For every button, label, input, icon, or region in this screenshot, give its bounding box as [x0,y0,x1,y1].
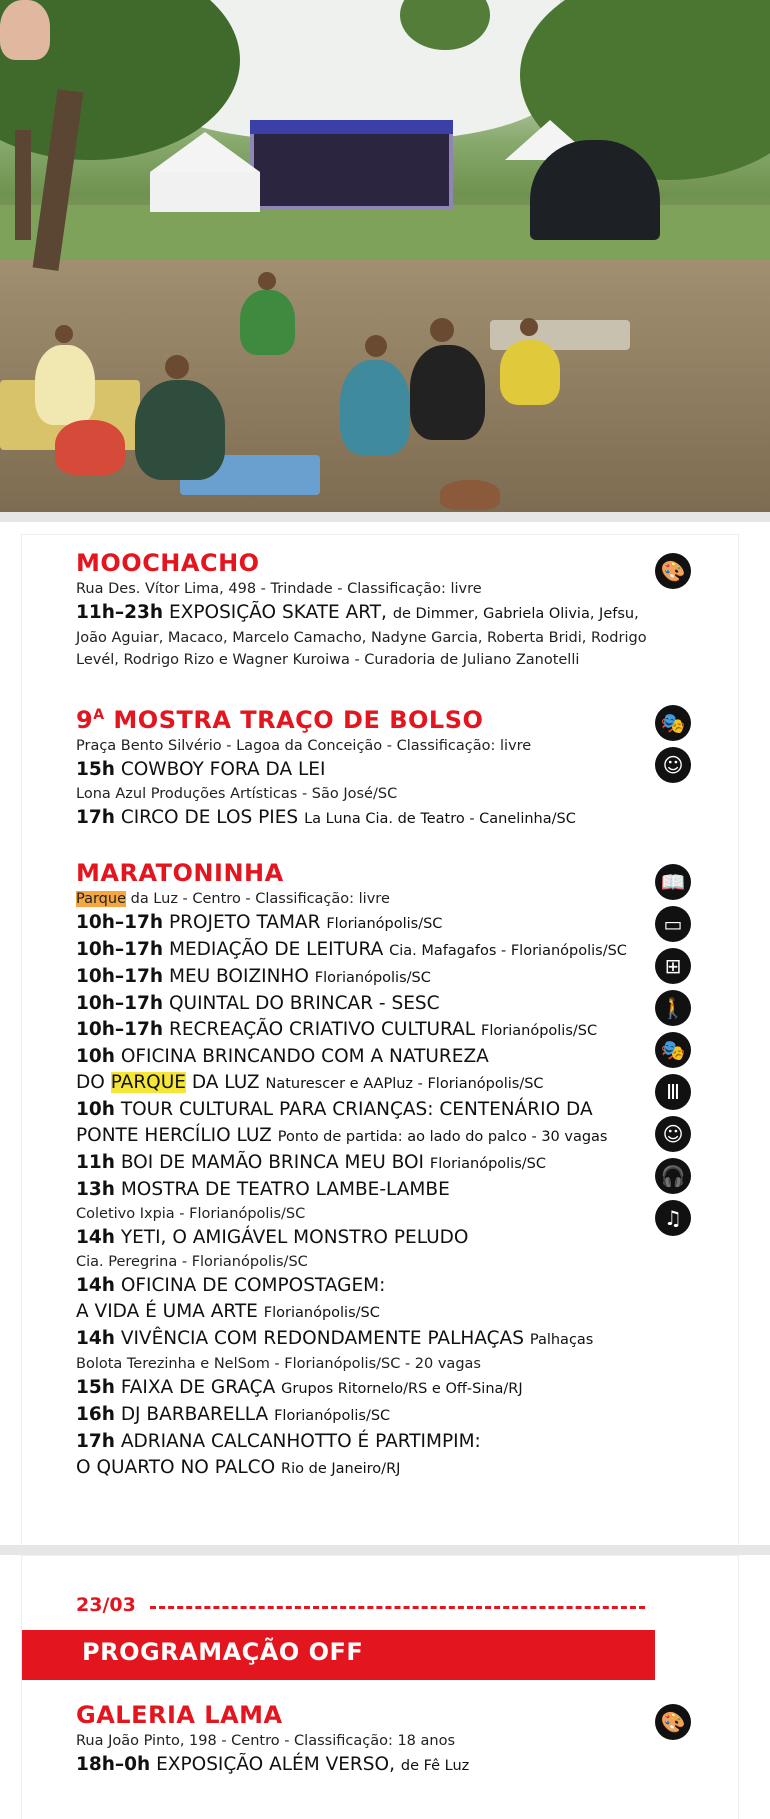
moochacho-icons [655,553,695,595]
person [165,355,189,379]
person [340,360,410,455]
date-label: 23/03 [76,1594,136,1616]
maratoninha-icons [655,864,695,1242]
blocks-icon: ⊞ [655,948,691,984]
event-line: 16h DJ BARBARELLA Florianópolis/SC [76,1404,391,1425]
event-line: 15h COWBOY FORA DA LEI [76,759,326,780]
event-name: EXPOSIÇÃO SKATE ART, [168,602,387,623]
utensils-icon: Ⅲ [655,1074,691,1110]
event-time: 11h–23h [76,602,164,623]
event-line: 17h CIRCO DE LOS PIES La Luna Cia. de Teatro - Canelinha/SC [76,807,576,828]
backpack [440,480,500,510]
dashed-divider [150,1606,645,1609]
venue-address: Parque da Luz - Centro - Classificação: livre [76,891,390,907]
walking-person-icon: 🚶 [655,990,691,1026]
tree-trunk [15,130,31,240]
event-line: A VIDA É UMA ARTE Florianópolis/SC [76,1301,380,1322]
palette-icon: 🎨 [655,1704,691,1740]
event-detail: João Aguiar, Macaco, Marcelo Camacho, Nadyne Garcia, Roberta Bridi, Rodrigo [76,630,647,646]
inflatable-dome [530,140,660,240]
event-detail: de Dimmer, Gabriela Olivia, Jefsu, [392,606,639,622]
headphones-icon: 🎧 [655,1158,691,1194]
event-line: 18h–0h EXPOSIÇÃO ALÉM VERSO, de Fê Luz [76,1754,470,1775]
eraser-icon: ▭ [655,906,691,942]
event-line: 10h–17h MEDIAÇÃO DE LEITURA Cia. Mafagafos - Florianópolis/SC [76,939,627,960]
venue-maratoninha [76,858,660,1482]
clown-icon: ☺ [655,747,691,783]
event-detail: Cia. Peregrina - Florianópolis/SC [76,1254,308,1270]
event-detail: Coletivo Ixpia - Florianópolis/SC [76,1206,306,1222]
event-line: 10h–17h QUINTAL DO BRINCAR - SESC [76,993,440,1014]
event-line [76,600,660,627]
palette-icon: 🎨 [655,553,691,589]
event-detail: Lona Azul Produções Artísticas - São José/SC [76,786,398,802]
divider [0,1545,770,1555]
theater-masks-icon: 🎭 [655,1032,691,1068]
divider [0,512,770,522]
clown-icon: ☺ [655,1116,691,1152]
event-detail: Levél, Rodrigo Rizo e Wagner Kuroiwa - Curadoria de Juliano Zanotelli [76,652,580,668]
tent [150,132,260,172]
venue-address: Rua João Pinto, 198 - Centro - Classificação: 18 anos [76,1733,456,1749]
person [240,290,295,355]
event-line: 10h OFICINA BRINCANDO COM A NATUREZA [76,1046,489,1067]
event-line: 10h–17h RECREAÇÃO CRIATIVO CULTURAL Florianópolis/SC [76,1019,598,1040]
theater-masks-icon: 🎭 [655,705,691,741]
person [135,380,225,480]
venue-traco-de-bolso [76,700,660,832]
person [410,345,485,440]
person [520,318,538,336]
person [0,0,50,60]
event-line: 13h MOSTRA DE TEATRO LAMBE-LAMBE [76,1179,450,1200]
event-line: DO PARQUE DA LUZ Naturescer e AAPluz - Florianópolis/SC [76,1072,544,1093]
person [430,318,454,342]
event-line: 11h BOI DE MAMÃO BRINCA MEU BOI Florianópolis/SC [76,1152,546,1173]
venue-address: Praça Bento Silvério - Lagoa da Conceição - Classificação: livre [76,738,532,754]
person [365,335,387,357]
venue-galeria-lama [76,1700,660,1779]
galeria-icons [655,1704,695,1746]
event-line: O QUARTO NO PALCO Rio de Janeiro/RJ [76,1457,401,1478]
venue-moochacho [76,548,660,671]
event-line: 15h FAIXA DE GRAÇA Grupos Ritornelo/RS e Off-Sina/RJ [76,1377,523,1398]
traco-icons [655,705,695,789]
venue-address: Rua Des. Vítor Lima, 498 - Trindade - Classificação: livre [76,581,482,597]
venue-title: MARATONINHA [76,859,284,887]
person [35,345,95,425]
person [500,340,560,405]
event-line: PONTE HERCÍLIO LUZ Ponto de partida: ao lado do palco - 30 vagas [76,1125,608,1146]
stage [250,130,453,210]
event-line: 14h YETI, O AMIGÁVEL MONSTRO PELUDO [76,1227,469,1248]
venue-title: MOOCHACHO [76,549,260,577]
backpack [55,420,125,475]
event-line: 17h ADRIANA CALCANHOTTO É PARTIMPIM: [76,1431,481,1452]
book-icon: 📖 [655,864,691,900]
event-detail: Bolota Terezinha e NelSom - Florianópolis/SC - 20 vagas [76,1356,481,1372]
event-line: 10h–17h PROJETO TAMAR Florianópolis/SC [76,912,443,933]
tent [150,172,260,212]
event-line: 14h OFICINA DE COMPOSTAGEM: [76,1275,386,1296]
music-note-icon: ♫ [655,1200,691,1236]
person [55,325,73,343]
event-line: 10h TOUR CULTURAL PARA CRIANÇAS: CENTENÁRIO DA [76,1099,593,1120]
event-line: 14h VIVÊNCIA COM REDONDAMENTE PALHAÇAS Palhaças [76,1328,594,1349]
event-photo [0,0,770,512]
person [258,272,276,290]
venue-title: GALERIA LAMA [76,1701,283,1729]
event-line: 10h–17h MEU BOIZINHO Florianópolis/SC [76,966,431,987]
venue-title: $9^A$ MOSTRA TRAÇO DE BOLSO [76,706,484,734]
section-title: PROGRAMAÇÃO OFF [82,1638,364,1666]
